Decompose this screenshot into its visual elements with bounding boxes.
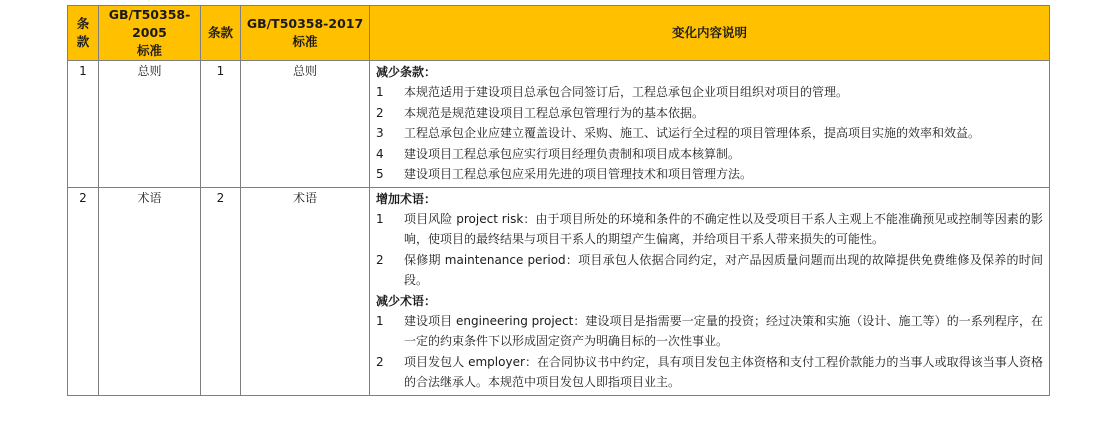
item-text: 建设项目 engineering project：建设项目是指需要一定量的投资；经过决策和实施（设计、施工等）的一系列程序，在一定的约束条件下以形成固定资产为明确目标的一次性事业。: [404, 313, 1043, 348]
item-number: 2: [376, 105, 384, 120]
item-text: 项目发包人 employer：在合同协议书中约定，具有项目发包主体资格和支付工程价款能力的当事人或取得该当事人资格的合法继承人。本规范中项目发包人即指项目业主。: [404, 354, 1043, 389]
item-number: 1: [376, 85, 384, 99]
old-clause-number: 2: [68, 187, 99, 395]
list-item: [376, 103, 1043, 124]
section-heading: 减少术语：: [376, 293, 437, 308]
list-item: [376, 123, 1043, 144]
item-number: 4: [376, 146, 384, 161]
list-item: [376, 311, 1043, 352]
item-number: 5: [376, 167, 384, 181]
old-clause-title: 术语: [99, 187, 201, 395]
header-clause-old: 条 款: [68, 6, 99, 61]
header-standard-2005: GB/T50358-2005 标准: [99, 6, 201, 61]
item-text: 建设项目工程总承包应采用先进的项目管理技术和项目管理方法。: [404, 167, 753, 181]
list-item: [376, 144, 1043, 165]
item-text: 本规范适用于建设项目总承包合同签订后，工程总承包企业项目组织对项目的管理。: [404, 85, 849, 99]
change-description: [370, 187, 1050, 395]
list-item: [376, 82, 1043, 103]
item-text: 工程总承包企业应建立覆盖设计、采购、施工、试运行全过程的项目管理体系，提高项目实施的效率和效益。: [404, 126, 981, 140]
new-clause-number: 2: [201, 187, 241, 395]
item-text: 保修期 maintenance period：项目承包人依据合同约定，对产品因质量问题而出现的故障提供免费维修及保养的时间段。: [404, 252, 1043, 287]
standard-comparison-table: [67, 5, 1050, 396]
old-clause-number: 1: [68, 61, 99, 188]
header-clause-new: 条款: [201, 6, 241, 61]
old-clause-title: 总则: [99, 61, 201, 188]
table-row: [68, 187, 1050, 395]
item-number: 1: [376, 211, 384, 226]
table-row: [68, 61, 1050, 188]
item-text: 项目风险 project risk：由于项目所处的环境和条件的不确定性以及受项目干系人主观上不能准确预见或控制等因素的影响，使项目的最终结果与项目干系人的期望产生偏离，并给项目干系人带来损失的可能性。: [404, 211, 1043, 246]
item-number: 3: [376, 126, 384, 140]
list-item: [376, 164, 1043, 185]
item-number: 2: [376, 354, 384, 369]
section-heading: 增加术语：: [376, 191, 437, 206]
new-clause-title: 总则: [241, 61, 370, 188]
list-item: [376, 250, 1043, 291]
list-item: [376, 209, 1043, 250]
new-clause-number: 1: [201, 61, 241, 188]
new-clause-title: 术语: [241, 187, 370, 395]
header-standard-2017: GB/T50358-2017 标准: [241, 6, 370, 61]
item-number: 2: [376, 252, 384, 267]
section-heading: 减少条款：: [376, 65, 437, 79]
table-header-row: [68, 6, 1050, 61]
item-text: 建设项目工程总承包应实行项目经理负责制和项目成本核算制。: [404, 146, 741, 161]
item-text: 本规范是规范建设项目工程总承包管理行为的基本依据。: [404, 105, 705, 120]
header-change-description: 变化内容说明: [370, 6, 1050, 61]
item-number: 1: [376, 313, 384, 328]
list-item: [376, 352, 1043, 393]
change-description: [370, 61, 1050, 188]
